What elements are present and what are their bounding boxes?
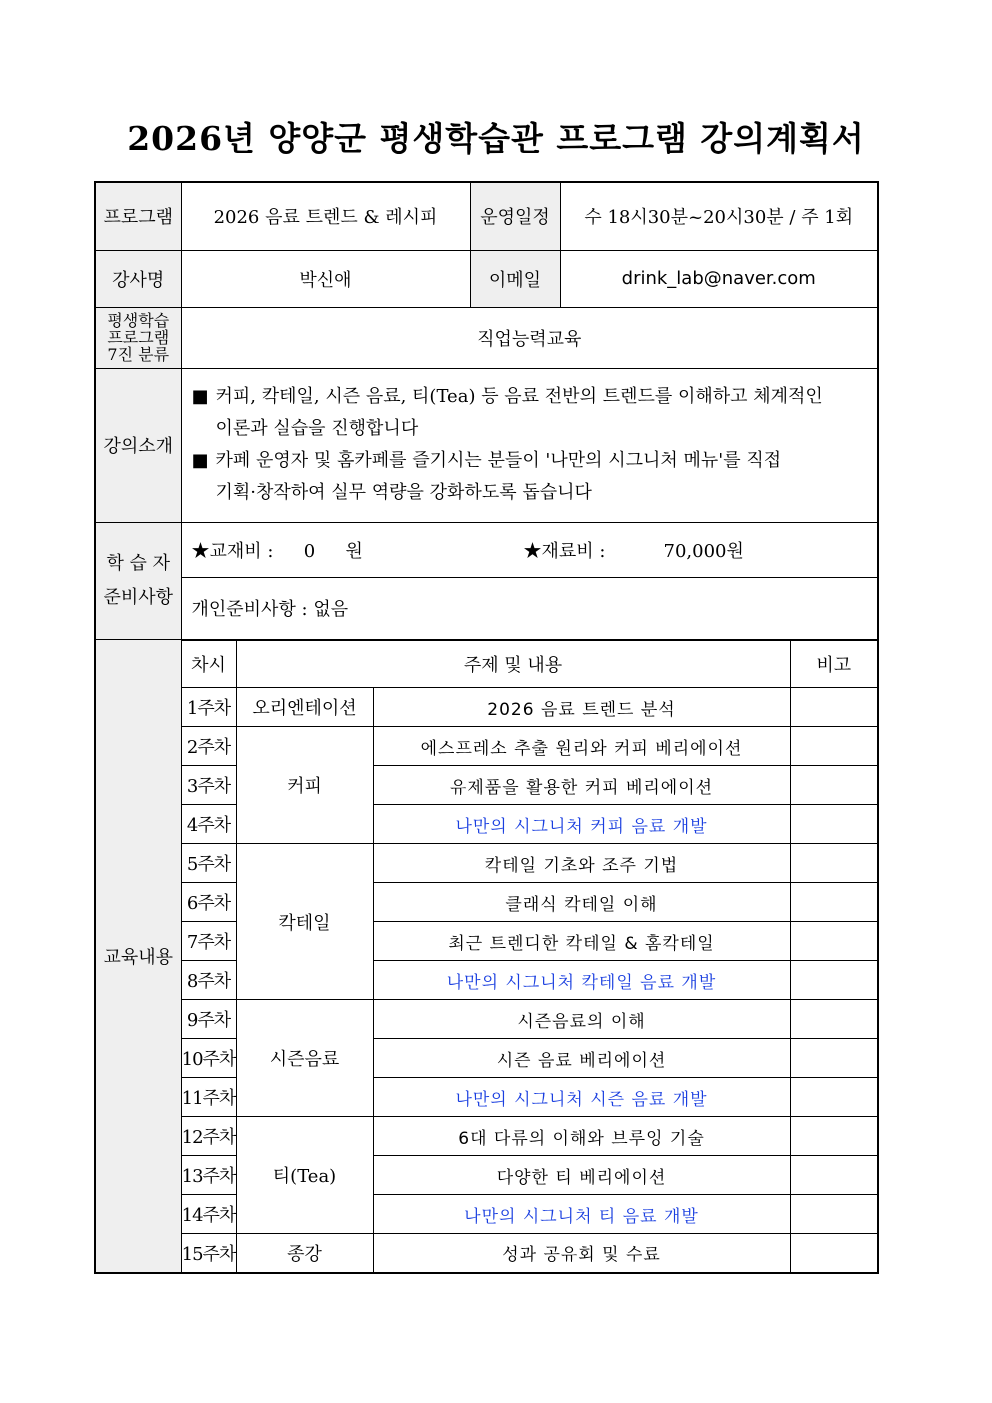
week-cell: 3주차 — [181, 766, 236, 805]
note-cell — [790, 883, 878, 922]
week-cell: 4주차 — [181, 805, 236, 844]
content-cell: 칵테일 기초와 조주 기법 — [373, 844, 790, 883]
textbook-fee-value: 0 — [303, 540, 316, 562]
week-cell: 7주차 — [181, 922, 236, 961]
schedule-header-row — [95, 640, 878, 688]
email-label: 이메일 — [470, 250, 560, 307]
content-cell: 유제품을 활용한 커피 베리에이션 — [373, 766, 790, 805]
col-session-header: 차시 — [181, 640, 236, 688]
material-fee-label: ★재료비 : — [523, 540, 606, 562]
table-row — [95, 727, 878, 766]
content-cell: 나만의 시그니처 시즌 음료 개발 — [373, 1078, 790, 1117]
category-label-line-1: 평생학습 — [107, 311, 170, 330]
page-title: 2026년 양양군 평생학습관 프로그램 강의계획서 — [127, 119, 865, 158]
content-cell: 시즌음료의 이해 — [373, 1000, 790, 1039]
category-label-line-3: 7진 분류 — [107, 345, 170, 364]
intro-row — [95, 368, 878, 522]
note-cell — [790, 1156, 878, 1195]
prep-label — [95, 522, 181, 640]
table-row — [95, 1156, 878, 1195]
prep-label-line-1: 학 습 자 — [106, 552, 171, 574]
content-cell: 최근 트렌디한 칵테일 & 홈칵테일 — [373, 922, 790, 961]
intro-item-2-text: 카페 운영자 및 홈카페를 즐기시는 분들이 '나만의 시그니처 메뉴'를 직접 — [215, 450, 782, 471]
content-cell: 에스프레소 추출 원리와 커피 베리에이션 — [373, 727, 790, 766]
table-row — [95, 961, 878, 1000]
content-cell: 다양한 티 베리에이션 — [373, 1156, 790, 1195]
section-label: 교육내용 — [95, 640, 181, 1273]
content-cell: 나만의 시그니처 칵테일 음료 개발 — [373, 961, 790, 1000]
week-cell: 15주차 — [181, 1234, 236, 1273]
week-cell: 2주차 — [181, 727, 236, 766]
square-bullet-icon: ■ — [191, 450, 209, 471]
category-cell: 오리엔테이션 — [236, 688, 373, 727]
col-note-header: 비고 — [790, 640, 878, 688]
category-cell: 칵테일 — [236, 844, 373, 1000]
schedule-body — [95, 640, 878, 1273]
week-cell: 10주차 — [181, 1039, 236, 1078]
schedule-value: 수 18시30분~20시30분 / 주 1회 — [560, 182, 878, 250]
schedule-label: 운영일정 — [470, 182, 560, 250]
week-cell: 13주차 — [181, 1156, 236, 1195]
note-cell — [790, 1039, 878, 1078]
instructor-value: 박신애 — [181, 250, 470, 307]
note-cell — [790, 922, 878, 961]
note-cell — [790, 1117, 878, 1156]
table-row — [95, 688, 878, 727]
intro-content — [181, 368, 878, 522]
intro-item-1 — [192, 381, 878, 413]
instructor-row — [95, 250, 878, 307]
intro-item-1-cont: 이론과 실습을 진행합니다 — [215, 418, 419, 439]
prep-label-line-2: 준비사항 — [103, 586, 174, 608]
note-cell — [790, 961, 878, 1000]
note-cell — [790, 688, 878, 727]
material-fee-value: 70,000원 — [663, 540, 744, 562]
category-label — [95, 307, 181, 368]
intro-item-2 — [192, 445, 878, 477]
note-cell — [790, 766, 878, 805]
table-row — [95, 1000, 878, 1039]
content-cell: 클래식 칵테일 이해 — [373, 883, 790, 922]
fee-row — [95, 522, 878, 577]
table-row — [95, 922, 878, 961]
program-value: 2026 음료 트렌드 & 레시피 — [181, 182, 470, 250]
email-value: drink_lab@naver.com — [560, 250, 878, 307]
note-cell — [790, 805, 878, 844]
program-row — [95, 182, 878, 250]
category-cell: 종강 — [236, 1234, 373, 1273]
week-cell: 11주차 — [181, 1078, 236, 1117]
category-cell: 티(Tea) — [236, 1117, 373, 1234]
intro-label: 강의소개 — [95, 368, 181, 522]
square-bullet-icon: ■ — [191, 386, 209, 407]
col-topic-header: 주제 및 내용 — [236, 640, 790, 688]
intro-item-1-text: 커피, 칵테일, 시즌 음료, 티(Tea) 등 음료 전반의 트렌드를 이해하고 체계적인 — [215, 386, 823, 407]
table-row — [95, 844, 878, 883]
category-cell: 커피 — [236, 727, 373, 844]
schedule-table — [94, 639, 879, 1274]
content-cell: 성과 공유회 및 수료 — [373, 1234, 790, 1273]
category-row — [95, 307, 878, 368]
week-cell: 8주차 — [181, 961, 236, 1000]
program-label: 프로그램 — [95, 182, 181, 250]
table-row — [95, 766, 878, 805]
content-cell: 시즌 음료 베리에이션 — [373, 1039, 790, 1078]
personal-prep: 개인준비사항 : 없음 — [181, 577, 878, 640]
note-cell — [790, 1078, 878, 1117]
note-cell — [790, 844, 878, 883]
program-info-table — [94, 181, 879, 641]
content-cell: 2026 음료 트렌드 분석 — [373, 688, 790, 727]
week-cell: 12주차 — [181, 1117, 236, 1156]
week-cell: 14주차 — [181, 1195, 236, 1234]
fee-content — [181, 522, 878, 577]
category-value: 직업능력교육 — [181, 307, 878, 368]
textbook-fee-unit: 원 — [345, 540, 363, 562]
content-cell: 나만의 시그니처 커피 음료 개발 — [373, 805, 790, 844]
note-cell — [790, 727, 878, 766]
intro-item-2-cont: 기획·창작하여 실무 역량을 강화하도록 돕습니다 — [215, 482, 592, 503]
week-cell: 9주차 — [181, 1000, 236, 1039]
textbook-fee-label: ★교재비 : — [191, 540, 274, 562]
category-cell: 시즌음료 — [236, 1000, 373, 1117]
table-row — [95, 1234, 878, 1273]
week-cell: 6주차 — [181, 883, 236, 922]
content-cell: 6대 다류의 이해와 브루잉 기술 — [373, 1117, 790, 1156]
content-cell: 나만의 시그니처 티 음료 개발 — [373, 1195, 790, 1234]
table-row — [95, 883, 878, 922]
table-row — [95, 1078, 878, 1117]
instructor-label: 강사명 — [95, 250, 181, 307]
note-cell — [790, 1195, 878, 1234]
table-row — [95, 1117, 878, 1156]
category-label-line-2: 프로그램 — [107, 328, 170, 347]
table-row — [95, 1195, 878, 1234]
week-cell: 1주차 — [181, 688, 236, 727]
note-cell — [790, 1000, 878, 1039]
note-cell — [790, 1234, 878, 1273]
personal-prep-row — [95, 577, 878, 640]
table-row — [95, 1039, 878, 1078]
week-cell: 5주차 — [181, 844, 236, 883]
table-row — [95, 805, 878, 844]
